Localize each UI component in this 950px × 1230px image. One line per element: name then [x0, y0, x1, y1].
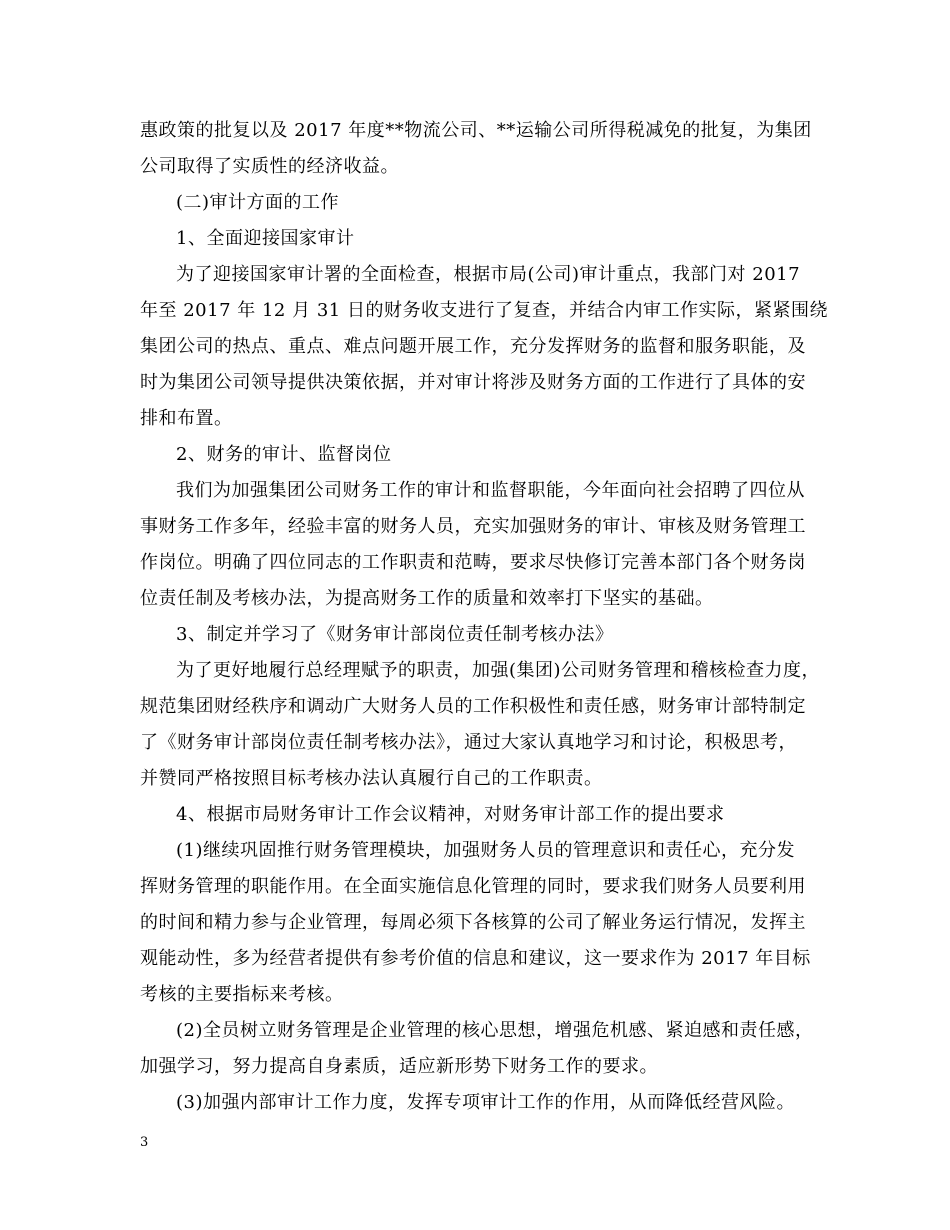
document-body	[140, 113, 830, 1121]
subsection-heading: 3、制定并学习了《财务审计部岗位责任制考核办法》	[176, 624, 614, 645]
text-line: 为了更好地履行总经理赋予的职责，加强(集团)公司财务管理和稽核检查力度，	[176, 660, 821, 681]
text-line: 作岗位。明确了四位同志的工作职责和范畴，要求尽快修订完善本部门各个财务岗	[140, 552, 806, 573]
text-line: 年至 2017 年 12 月 31 日的财务收支进行了复查，并结合内审工作实际，紧紧围绕	[140, 300, 828, 321]
text-line: (2)全员树立财务管理是企业管理的核心思想，增强危机感、紧迫感和责任感，	[176, 1020, 814, 1041]
text-line: 公司取得了实质性的经济收益。	[140, 156, 399, 177]
text-line: 时为集团公司领导提供决策依据，并对审计将涉及财务方面的工作进行了具体的安	[140, 372, 806, 393]
page-number: 3	[140, 1135, 149, 1150]
text-line: 的时间和精力参与企业管理，每周必须下各核算的公司了解业务运行情况，发挥主	[140, 912, 806, 933]
text-line: 惠政策的批复以及 2017 年度**物流公司、**运输公司所得税减免的批复，为集团	[140, 120, 812, 141]
section-heading: (二)审计方面的工作	[176, 192, 340, 213]
text-line: 观能动性，多为经营者提供有参考价值的信息和建议，这一要求作为 2017 年目标	[140, 948, 811, 969]
text-line: 加强学习，努力提高自身素质，适应新形势下财务工作的要求。	[140, 1056, 658, 1077]
subsection-heading: 1、全面迎接国家审计	[176, 228, 355, 249]
text-line: 位责任制及考核办法，为提高财务工作的质量和效率打下坚实的基础。	[140, 588, 714, 609]
text-line: 排和布置。	[140, 408, 233, 429]
subsection-heading: 2、财务的审计、监督岗位	[176, 444, 392, 465]
text-line: 并赞同严格按照目标考核办法认真履行自己的工作职责。	[140, 768, 603, 789]
text-line: 挥财务管理的职能作用。在全面实施信息化管理的同时，要求我们财务人员要利用	[140, 876, 806, 897]
text-line: 我们为加强集团公司财务工作的审计和监督职能，今年面向社会招聘了四位从	[176, 480, 805, 501]
subsection-heading: 4、根据市局财务审计工作会议精神，对财务审计部工作的提出要求	[176, 804, 725, 825]
text-line: 集团公司的热点、重点、难点问题开展工作，充分发挥财务的监督和服务职能，及	[140, 336, 806, 357]
text-line: (1)继续巩固推行财务管理模块，加强财务人员的管理意识和责任心，充分发	[176, 840, 795, 861]
text-line: 事财务工作多年，经验丰富的财务人员，充实加强财务的审计、审核及财务管理工	[140, 516, 806, 537]
text-line: 规范集团财经秩序和调动广大财务人员的工作积极性和责任感，财务审计部特制定	[140, 696, 806, 717]
text-line: 为了迎接国家审计署的全面检查，根据市局(公司)审计重点，我部门对 2017	[176, 264, 801, 285]
text-line: (3)加强内部审计工作力度，发挥专项审计工作的作用，从而降低经营风险。	[176, 1092, 795, 1113]
text-line: 了《财务审计部岗位责任制考核办法》，通过大家认真地学习和讨论，积极思考，	[140, 732, 797, 753]
text-line: 考核的主要指标来考核。	[140, 984, 344, 1005]
